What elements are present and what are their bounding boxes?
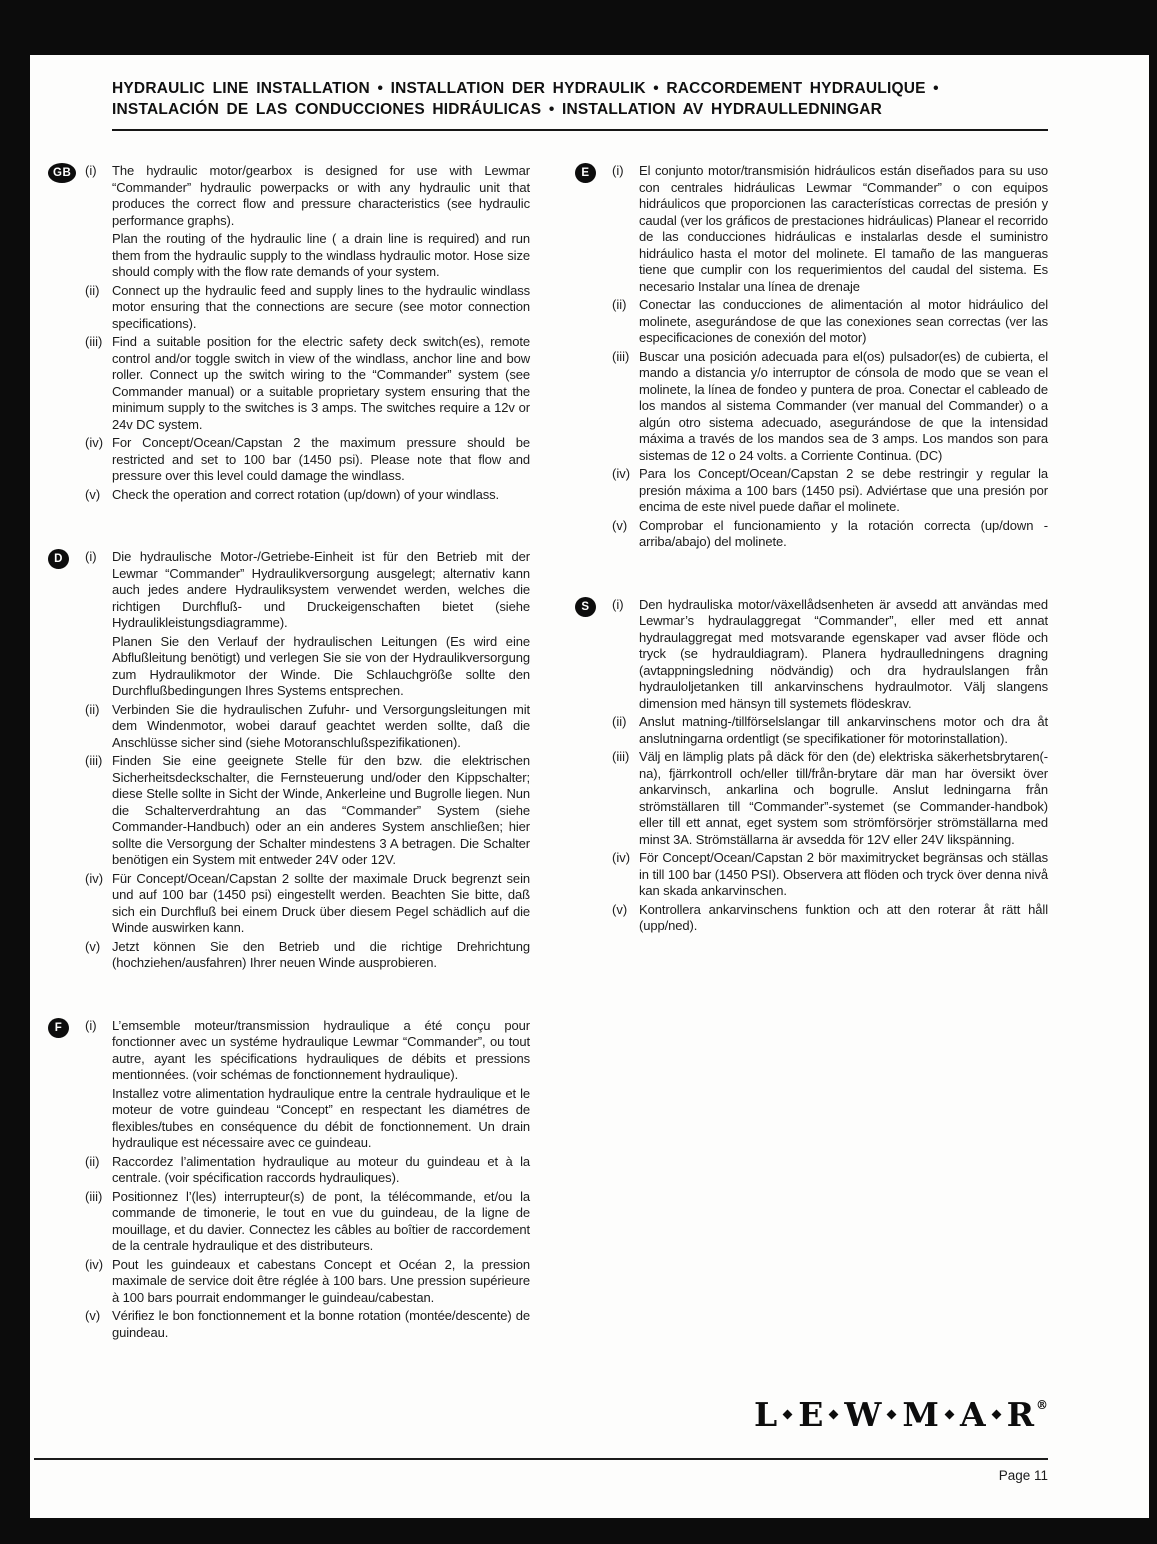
item-text: Vérifiez le bon fonctionnement et la bonne rotation (montée/descente) de guindeau. <box>112 1308 530 1340</box>
item-text: Conectar las conducciones de alimentación al motor hidráulico del molinete, asegurándose de que las conexiones sean correctas (ver las especificaciones de conexión del motor) <box>639 297 1048 345</box>
item-marker: (iv) <box>85 1256 104 1272</box>
item-text: El conjunto motor/transmisión hidráulicos están diseñados para su uso con centrales hidráulicas Lewmar “Commander” o con equipos hidráulicos que proporcionen las características correctas de presión y caudal (ver los gráficos de prestaciones hidráulicas) Planear el recorrido de las conducciones hidráulicas e instalarlas desde el suministro hidráulico hasta el motor del molinete. El tamaño de las mangueras tiene que cumplir con los requerimientos del caudal del sistema. Es necesario Instalar una línea de drenaje <box>639 163 1048 294</box>
item-marker: (v) <box>612 517 628 533</box>
item-marker: (v) <box>612 901 628 917</box>
instruction-item <box>85 487 530 504</box>
instruction-item <box>612 850 1048 900</box>
instruction-item <box>85 283 530 333</box>
language-section-e <box>575 163 1048 553</box>
item-text: Verbinden Sie die hydraulischen Zufuhr- und Versorgungsleitungen mit dem Windenmotor, wobei darauf geachtet werden sollte, daß die Anschlüsse sicher sind (siehe Motoranschlußspezifikationen). <box>112 701 530 750</box>
item-marker: (ii) <box>612 714 627 729</box>
logo-letter: L <box>754 1395 778 1434</box>
content-columns <box>48 163 1048 1387</box>
item-marker: (ii) <box>612 297 627 312</box>
page-border-left <box>0 0 30 1544</box>
language-section-gb <box>48 163 530 505</box>
logo-letter: A <box>959 1395 986 1434</box>
item-text: Finden Sie eine geeignete Stelle für den bzw. die elektrischen Sicherheitsdeckschalter, die Fernsteuerung und/oder den Kippschalter; diese Stelle sollte in Sicht der Winde, Ankerleine und Bugrolle liegen. Nun die Schalterverdrahtung an das “Commander” System (siehe Commander-Handbuch) oder an ein anderes System anschließen; hier sollte die Versorgung der Schalter mindestens 3 A betragen. Die Schalter benötigen ein System mit entweder 24V oder 12V. <box>112 753 530 867</box>
page-header <box>112 78 1048 131</box>
column-left <box>48 163 530 1387</box>
item-marker: (iv) <box>85 435 104 450</box>
item-text: Find a suitable position for the electric safety deck switch(es), remote control and/or toggle switch in view of the windlass, anchor line and bow roller. Connect up the switch wiring to the “Commander” system (see Commander manual) or a suitable proprietary system ensuring that the minimum supply to the switches is 3 amps. The switches require a 12v or 24v DC system. <box>112 334 530 432</box>
language-section-d <box>48 549 530 974</box>
language-section-f <box>48 1018 530 1344</box>
badge-column <box>48 1018 85 1344</box>
lewmar-logo <box>754 1395 1048 1434</box>
item-marker: (iii) <box>612 348 630 364</box>
item-text: Positionnez l’(les) interrupteur(s) de pont, la télécommande, et/ou la commande de timonerie, le tout en vue du guindeau, de la ligne de mouillage, et du davier. Connectez les câbles au boîtier de raccordement de la centrale hydraulique et des distributeurs. <box>112 1188 530 1253</box>
instruction-item <box>85 435 530 485</box>
logo-diamond-separator <box>945 1410 955 1420</box>
item-text: Planen Sie den Verlauf der hydraulischen Leitungen (Es wird eine Abflußleitung benötigt) und verlegen Sie sie von der Hydraulikversorgung zum Hydraulikmotor der Winde. Die Schlauchgröße sollte den Durchflußbedingungen Ihres Systems entsprechen. <box>112 633 530 698</box>
page-border-bottom <box>0 1518 1157 1544</box>
instruction-item <box>85 549 530 632</box>
item-marker: (iv) <box>85 870 104 886</box>
item-text: Für Concept/Ocean/Capstan 2 sollte der maximale Druck begrenzt sein und auf 100 bar (1450 psi) eingestellt werden. Beachten Sie bitte, daß sich ein Durchfluß bei einem Druck über diesem Pegel schädlich auf die Winde auswirken kann. <box>112 870 530 935</box>
instruction-item <box>85 231 530 281</box>
instruction-item <box>85 334 530 433</box>
logo-letter: R <box>1006 1395 1034 1434</box>
instruction-list <box>85 163 530 505</box>
instruction-item <box>85 1189 530 1255</box>
instruction-item <box>85 702 530 752</box>
item-marker: (iii) <box>612 749 630 764</box>
language-badge-e: E <box>575 163 596 183</box>
item-marker: (i) <box>612 163 624 178</box>
item-marker: (v) <box>85 938 101 954</box>
instruction-item <box>612 466 1048 516</box>
language-badge-d: D <box>48 549 69 569</box>
item-text: Installez votre alimentation hydraulique entre la centrale hydraulique et le moteur de votre guindeau “Concept” en respectant les diamétres de flexibles/tubes en conséquence du débit de fonctionnement. Un drain hydraulique est nécessaire avec ce guindeau. <box>112 1085 530 1150</box>
badge-column <box>575 163 612 553</box>
page-border-right <box>1149 0 1157 1544</box>
item-text: Anslut matning-/tillförselslangar till ankarvinschens motor och dra åt anslutningarna ordentligt (se specifikationer för motorinstallation). <box>639 714 1048 746</box>
item-marker: (iii) <box>85 753 103 768</box>
item-text: Connect up the hydraulic feed and supply lines to the hydraulic windlass motor ensuring that the connections are secure (see motor connection specifications). <box>112 282 530 331</box>
page-title <box>112 78 1048 120</box>
logo-letter: M <box>902 1395 939 1434</box>
instruction-item <box>85 1308 530 1341</box>
page-number: Page 11 <box>998 1468 1048 1483</box>
instruction-item <box>612 902 1048 935</box>
item-text: Välj en lämplig plats på däck för den (de) elektriska säkerhetsbrytaren(-na), fjärrkontroll och/eller till/från-brytare där man har översikt över ankarvinsch, ankarlina och bogrulle. Anslut ledningarna från strömställaren till “Commander”-systemet (se Commander-handbok) eller till ett annat, eget system som strömförsörjer strömställarna med minst 3A. Strömställarna är avsedda för 12V eller 24V likspänning. <box>639 749 1048 847</box>
item-text: L’emsemble moteur/transmission hydraulique a été conçu pour fonctionner avec un systéme hydraulique Lewmar “Commander”, ou tout autre, ayant les spécifications hydrauliques de débits et pressions mentionnées. (voir schémas de fonctionnement hydraulique). <box>112 1017 530 1082</box>
logo-diamond-separator <box>783 1410 793 1420</box>
item-marker <box>85 1086 112 1152</box>
instruction-item <box>612 349 1048 465</box>
item-text: Buscar una posición adecuada para el(os) pulsador(es) de cubierta, el mando a distancia y/o interruptor de cónsola de modo que se vean el molinete, la línea de fondeo y puntera de proa. Conectar el cableado de los mandos al sistema Commander (ver manual del Commander) o a algún otro sistema adecuado, asegurándose de que la intensidad máxima a través de los mandos sea de 3 amps. Los mandos son para sistemas de 12 o 24 volts. a Corriente Continua. (DC) <box>639 348 1048 463</box>
item-text: Den hydrauliska motor/växellådsenheten är avsedd att användas med Lewmar’s hydraulaggregat “Commander”, eller med ett annat hydraulaggregat med motsvarande egenskaper vad avser flöde och tryck (se hydrauldiagram). Planera hydraulledningens dragning (avtappningsledning nödvändig) och dra hydraulslangen från hydrauloljetanken till ankarvinschens hydraulmotor. Välj slangens dimension med hänsyn till systemets flödeskrav. <box>639 596 1048 711</box>
item-text: Plan the routing of the hydraulic line ( a drain line is required) and run them from the hydraulic supply to the windlass hydraulic motor. Hose size should comply with the flow rate demands of your system. <box>112 231 530 279</box>
item-marker <box>85 231 112 281</box>
instruction-list <box>85 1018 530 1344</box>
item-marker: (iii) <box>85 334 103 349</box>
instruction-item <box>612 597 1048 713</box>
item-marker: (i) <box>85 163 97 178</box>
page-title-line-2: INSTALACIÓN DE LAS CONDUCCIONES HIDRÁULICAS • INSTALLATION AV HYDRAULLEDNINGAR <box>112 101 883 118</box>
item-marker <box>85 634 112 700</box>
item-marker: (iii) <box>85 1188 103 1204</box>
item-text: Comprobar el funcionamiento y la rotación correcta (up/down - arriba/abajo) del molinete. <box>639 517 1048 549</box>
instruction-list <box>612 163 1048 553</box>
logo-diamond-separator <box>887 1410 897 1420</box>
language-section-s <box>575 597 1048 937</box>
item-marker: (i) <box>85 1017 97 1033</box>
instruction-item <box>612 163 1048 295</box>
footer-divider <box>34 1458 1048 1460</box>
badge-column <box>48 163 85 505</box>
logo-diamond-separator <box>991 1410 1001 1420</box>
instruction-item <box>612 749 1048 848</box>
item-text: För Concept/Ocean/Capstan 2 bör maximitrycket begränsas och ställas in till 100 bar (1450 PSI). Observera att flöden och tryck över denna nivå kan skada ankarvinschen. <box>639 850 1048 898</box>
item-marker: (ii) <box>85 701 100 717</box>
item-text: Jetzt können Sie den Betrieb und die richtige Drehrichtung (hochziehen/ausfahren) Ihrer neuen Winde ausprobieren. <box>112 938 530 970</box>
item-text: Pout les guindeaux et cabestans Concept et Océan 2, la pression maximale de service doit être réglée à 100 bars. Une pression supérieure à 100 bars pourrait endommanger le guindeau/cabestan. <box>112 1256 530 1305</box>
badge-column <box>575 597 612 937</box>
item-text: Raccordez l’alimentation hydraulique au moteur du guindeau et à la centrale. (voir spécification raccords hydrauliques). <box>112 1153 530 1185</box>
instruction-item <box>85 1154 530 1187</box>
logo-diamond-separator <box>829 1410 839 1420</box>
item-text: Check the operation and correct rotation (up/down) of your windlass. <box>112 486 500 502</box>
item-marker: (v) <box>85 486 101 502</box>
item-text: Para los Concept/Ocean/Capstan 2 se debe restringir y regular la presión máxima a 100 bars (1450 psi). Adviértase que una presión por encima de este nivel puede dañar el molinete. <box>639 466 1048 514</box>
item-text: Die hydraulische Motor-/Getriebe-Einheit ist für den Betrieb mit der Lewmar “Commander” Hydraulikversorgung ausgelegt; alternativ kann auch jedes andere Hydrauliksystem verwendet werden, welches die richtigen Durchfluß- und Druckeigenschaften bietet (siehe Hydraulikleistungsdiagramme). <box>112 549 530 630</box>
instruction-item <box>612 297 1048 347</box>
instruction-item <box>85 1086 530 1152</box>
item-text: For Concept/Ocean/Capstan 2 the maximum pressure should be restricted and set to 100 bar (1450 psi). Please note that flow and pressure over this level could damage the windlass. <box>112 435 530 483</box>
item-marker: (ii) <box>85 1153 100 1169</box>
instruction-list <box>85 549 530 974</box>
instruction-list <box>612 597 1048 937</box>
page-title-line-1: HYDRAULIC LINE INSTALLATION • INSTALLATION DER HYDRAULIK • RACCORDEMENT HYDRAULIQUE • <box>112 80 939 97</box>
item-marker: (v) <box>85 1308 101 1323</box>
instruction-item <box>612 518 1048 551</box>
logo-letter: W <box>844 1395 882 1434</box>
language-badge-gb: GB <box>48 163 76 183</box>
item-marker: (i) <box>612 596 624 612</box>
page-border-top <box>0 0 1157 55</box>
language-badge-f: F <box>48 1018 69 1038</box>
item-marker: (i) <box>85 549 97 564</box>
badge-column <box>48 549 85 974</box>
item-text: Kontrollera ankarvinschens funktion och att den roterar åt rätt håll (upp/ned). <box>639 901 1048 933</box>
item-text: The hydraulic motor/gearbox is designed for use with Lewmar “Commander” hydraulic powerpacks or with any hydraulic unit that produces the correct flow and pressure characteristics (see hydraulic performance graphs). <box>112 163 530 228</box>
instruction-item <box>85 1018 530 1084</box>
language-badge-s: S <box>575 597 596 617</box>
registered-trademark-icon: ® <box>1036 1397 1048 1412</box>
instruction-item <box>85 163 530 229</box>
instruction-item <box>612 714 1048 747</box>
item-marker: (iv) <box>612 850 631 865</box>
instruction-item <box>85 1257 530 1307</box>
instruction-item <box>85 939 530 972</box>
instruction-item <box>85 634 530 700</box>
item-marker: (iv) <box>612 466 631 481</box>
instruction-item <box>85 753 530 869</box>
item-marker: (ii) <box>85 282 100 298</box>
instruction-item <box>85 871 530 937</box>
logo-letter: E <box>798 1395 824 1434</box>
column-right <box>575 163 1048 1387</box>
